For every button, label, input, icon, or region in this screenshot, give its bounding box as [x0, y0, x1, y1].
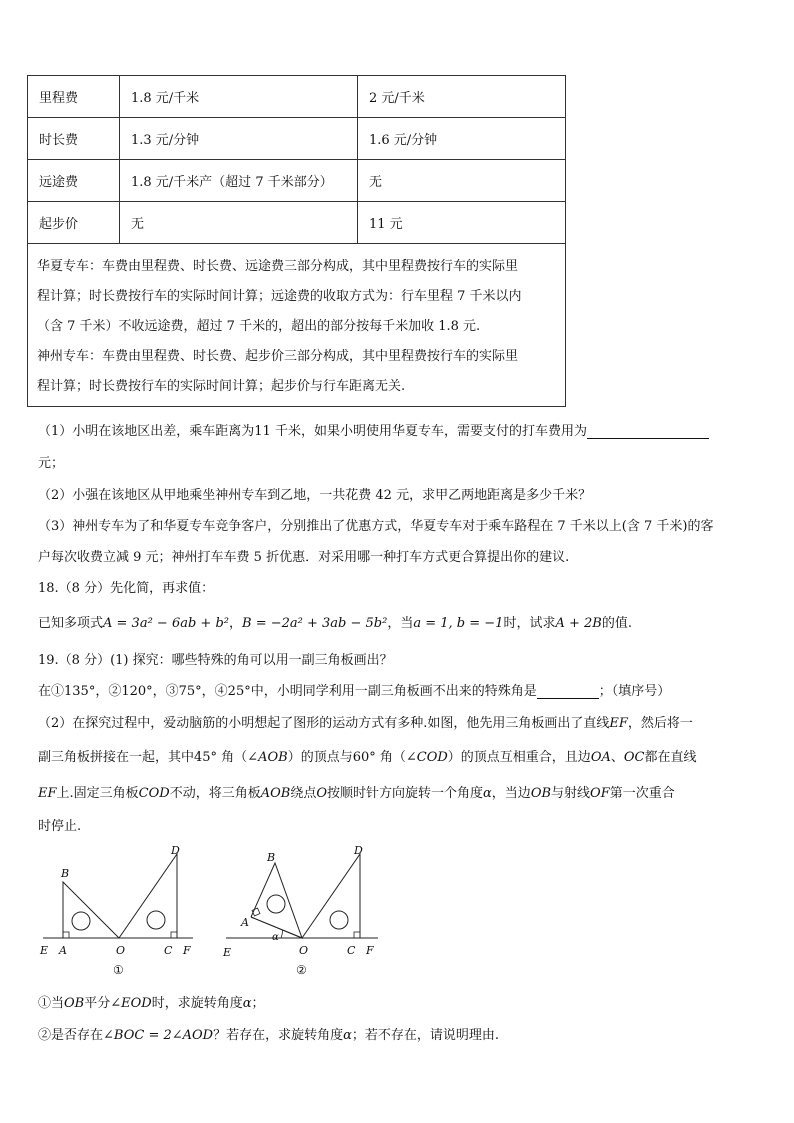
q18-condition: a = 1, b = −1 — [413, 616, 504, 631]
table-note-row — [28, 244, 566, 407]
text: 第一次重合 — [609, 786, 675, 801]
triangle-hole — [72, 912, 90, 930]
math: OA — [590, 750, 611, 765]
math: OB — [64, 996, 85, 1011]
label-e: E — [40, 944, 49, 957]
q18-text: 时，试求 — [503, 616, 556, 631]
figure-2 — [218, 838, 388, 983]
math: AOB — [258, 750, 288, 765]
triangle-hole — [330, 911, 348, 929]
text: ，然后将一 — [627, 716, 693, 731]
math: COD — [416, 750, 448, 765]
note-line: 程计算；时长费按行车的实际时间计算；远途费的收取方式为：行车里程 7 千米以内 — [37, 289, 522, 304]
q19-part2-line3 — [38, 782, 675, 801]
q19-part1-text: 在①135°，②120°，③75°，④25°中，小明同学利用一副三角板画不出来的特殊角是 — [38, 684, 537, 699]
row-label: 起步价 — [28, 202, 120, 244]
answer-blank[interactable] — [537, 685, 599, 699]
q17-part1-text: （1）小明在该地区出差，乘车距离为11 千米，如果小明使用华夏专车，需要支付的打车费用为 — [38, 424, 587, 439]
right-angle-c — [354, 932, 360, 938]
label-e: E — [223, 946, 232, 959]
table-row — [28, 160, 566, 202]
math: EF — [38, 786, 57, 801]
huaxia-cell: 无 — [120, 202, 358, 244]
math: EF — [609, 716, 628, 731]
expr-a: A = 3a² − 6ab + b² — [103, 616, 229, 631]
note-line: 神州专车：车费由里程费、时长费、起步价三部分构成，其中里程费按行车的实际里 — [37, 349, 519, 364]
q18-body — [38, 612, 632, 631]
label-b: B — [61, 867, 70, 880]
q19-sub2 — [38, 1024, 499, 1043]
text: ；若不存在，请说明理由. — [351, 1028, 500, 1043]
q17-part1 — [38, 420, 709, 439]
huaxia-cell: 1.3 元/分钟 — [120, 118, 358, 160]
shenzhou-cell: 11 元 — [358, 202, 566, 244]
label-f: F — [366, 944, 374, 957]
q18-text: 已知多项式 — [38, 616, 104, 631]
shenzhou-cell: 无 — [358, 160, 566, 202]
math: OF — [590, 786, 610, 801]
table-row — [28, 202, 566, 244]
row-label: 里程费 — [28, 76, 120, 118]
label-c: C — [164, 944, 173, 957]
text: ，当边 — [491, 786, 531, 801]
fare-table — [27, 75, 566, 407]
q17-part1-unit: 元； — [38, 456, 65, 471]
q19-sub1 — [38, 992, 265, 1011]
text: ； — [251, 996, 265, 1011]
q17-part3-line2: 户每次收费立减 9 元；神州打车车费 5 折优惠．对采用哪一种打车方式更合算提出你的建议. — [38, 550, 570, 565]
triangle-hole — [147, 911, 165, 929]
math: ∠EOD — [110, 996, 152, 1011]
text: 副三角板拼接在一起，其中45° 角（∠ — [38, 750, 259, 765]
q19-part1 — [38, 680, 670, 699]
note-line: （含 7 千米）不收远途费，超过 7 千米的，超出的部分按每千米加收 1.8 元. — [37, 319, 481, 334]
text: 上.固定三角板 — [56, 786, 139, 801]
text: ②是否存在 — [38, 1028, 104, 1043]
text: ？若存在，求旋转角度 — [213, 1028, 344, 1043]
figure-caption: ② — [296, 963, 307, 977]
text: ）的顶点互相重合，且边 — [447, 750, 591, 765]
q19-part1-tail: ；（填序号） — [598, 684, 671, 699]
shenzhou-cell: 2 元/千米 — [358, 76, 566, 118]
table-row — [28, 76, 566, 118]
math: α — [242, 996, 252, 1011]
q17-part2: （2）小强在该地区从甲地乘坐神州专车到乙地，一共花费 42 元，求甲乙两地距离是多少千米？ — [38, 488, 592, 503]
q18-sep: ， — [229, 616, 243, 631]
math: α — [483, 786, 492, 801]
text: 绕点 — [290, 786, 317, 801]
math: α — [343, 1028, 352, 1043]
triangle-cod — [302, 854, 360, 938]
q19-part2-line2 — [38, 746, 697, 765]
label-d: D — [171, 844, 180, 857]
expr-b: B = −2a² + 3ab − 5b² — [242, 616, 388, 631]
text: 时，求旋转角度 — [151, 996, 243, 1011]
triangle-hole — [267, 895, 285, 913]
math: OC — [623, 750, 645, 765]
right-angle-c — [171, 932, 177, 938]
q18-title: 18.（8 分）先化简，再求值： — [38, 581, 215, 596]
text: ①当 — [38, 996, 65, 1011]
label-d: D — [354, 844, 363, 857]
label-o: O — [116, 944, 126, 957]
q19-title: 19.（8 分）(1) 探究：哪些特殊的角可以用一副三角板画出？ — [38, 653, 393, 668]
text: ）的顶点与60° 角（∠ — [287, 750, 417, 765]
label-a: A — [241, 916, 249, 929]
label-a: A — [59, 944, 67, 957]
text: 、 — [610, 750, 624, 765]
text: 与射线 — [551, 786, 591, 801]
row-label: 时长费 — [28, 118, 120, 160]
math: ∠BOC = 2∠AOD — [103, 1028, 214, 1043]
triangle-aob — [63, 882, 119, 938]
q18-text: 的值. — [601, 616, 632, 631]
label-b: B — [267, 851, 276, 864]
label-c: C — [347, 944, 356, 957]
q19-part2-line4: 时停止. — [38, 819, 82, 834]
row-label: 远途费 — [28, 160, 120, 202]
text: 平分 — [84, 996, 111, 1011]
shenzhou-cell: 1.6 元/分钟 — [358, 118, 566, 160]
q18-target: A + 2B — [555, 616, 602, 631]
q19-part2-line1 — [38, 712, 693, 731]
alpha-arc — [281, 930, 283, 938]
math: OB — [530, 786, 552, 801]
math: AOB — [260, 786, 291, 801]
answer-blank[interactable] — [587, 425, 709, 439]
label-alpha: α — [272, 932, 279, 943]
label-o: O — [299, 944, 309, 957]
table-row — [28, 118, 566, 160]
text: 按顺时针方向旋转一个角度 — [327, 786, 484, 801]
figure-1 — [35, 838, 205, 983]
q17-part3-line1: （3）神州专车为了和华夏专车竞争客户，分别推出了优惠方式，华夏专车对于乘车路程在 7 千米以上(含 7 千米)的客 — [38, 519, 714, 534]
fare-rules-note — [28, 244, 566, 407]
label-f: F — [183, 944, 191, 957]
right-angle-a — [63, 932, 69, 938]
text: 都在直线 — [644, 750, 697, 765]
text: （2）在探究过程中，爱动脑筋的小明想起了图形的运动方式有多种.如图，他先用三角板画出了直线 — [38, 716, 610, 731]
huaxia-cell: 1.8 元/千米 — [120, 76, 358, 118]
note-line: 程计算；时长费按行车的实际时间计算；起步价与行车距离无关. — [37, 379, 406, 394]
huaxia-cell: 1.8 元/千米产（超过 7 千米部分） — [120, 160, 358, 202]
triangle-aob-rotated — [251, 863, 302, 938]
text: 不动，将三角板 — [169, 786, 261, 801]
note-line: 华夏专车：车费由里程费、时长费、远途费三部分构成，其中里程费按行车的实际里 — [37, 259, 519, 274]
math: O — [316, 786, 327, 801]
triangle-cod — [119, 854, 177, 938]
math: COD — [138, 786, 170, 801]
figure-caption: ① — [113, 963, 124, 977]
q18-text: ，当 — [387, 616, 414, 631]
